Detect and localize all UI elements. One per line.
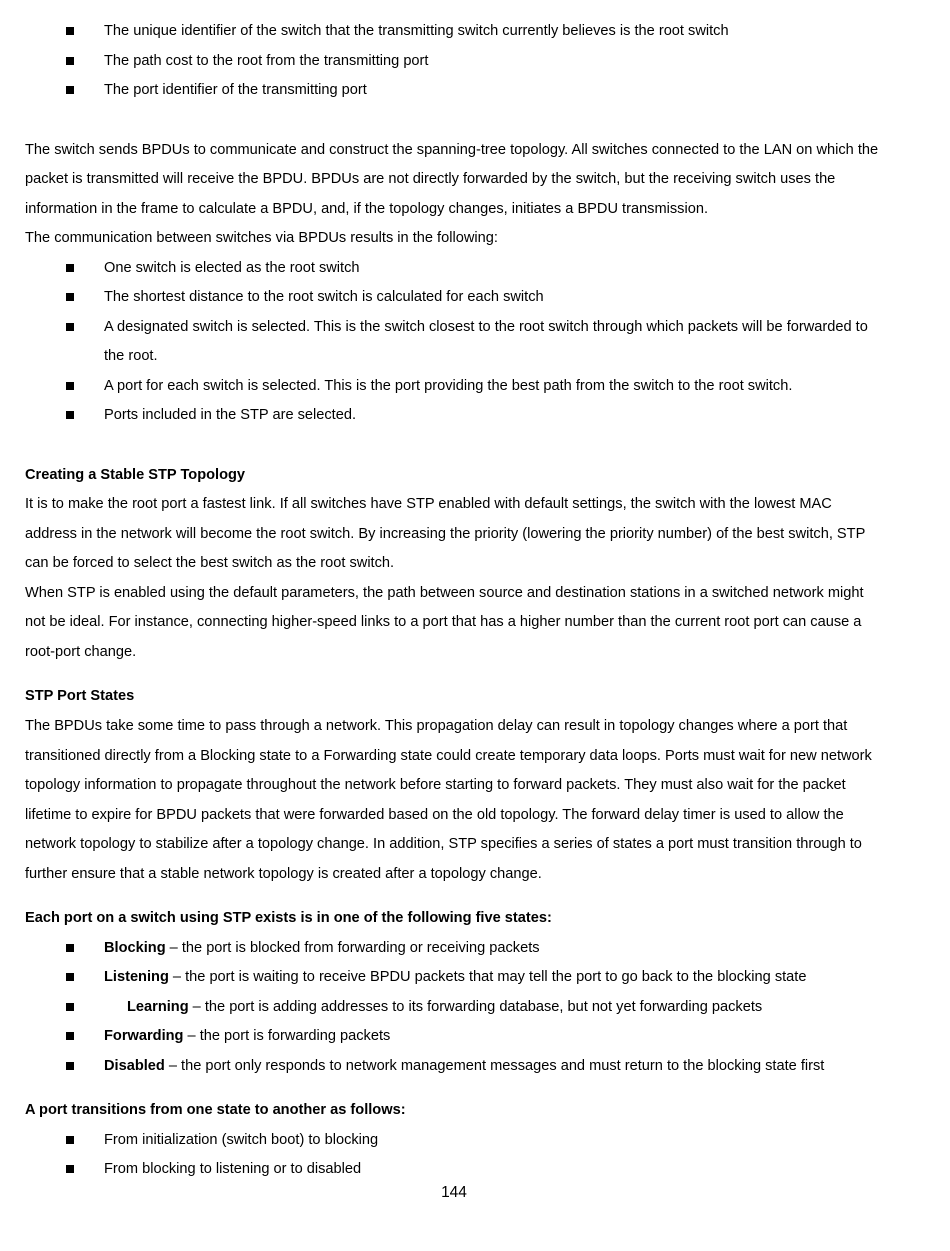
state-term: Disabled bbox=[104, 1058, 165, 1074]
paragraph-line: root-port change. bbox=[25, 644, 137, 660]
bullet-text: A port for each switch is selected. This is the port providing the best path from the switch to the root switch. bbox=[104, 378, 793, 394]
paragraph-line: can be forced to select the best switch as the root switch. bbox=[25, 555, 395, 571]
paragraph-line: topology information to propagate throughout the network before starting to forward packets. They must also wait for the packet bbox=[25, 777, 846, 793]
bullet-square-icon bbox=[66, 411, 74, 419]
paragraph-line: address in the network will become the root switch. By increasing the priority (lowering the priority number) of the best switch, STP bbox=[25, 526, 866, 542]
bullet-square-icon bbox=[66, 382, 74, 390]
paragraph-line: The switch sends BPDUs to communicate and construct the spanning-tree topology. All switches connected to the LAN on which the bbox=[25, 142, 879, 158]
paragraph-line: The BPDUs take some time to pass through a network. This propagation delay can result in topology changes where a port that bbox=[25, 718, 848, 734]
bullet-text: Ports included in the STP are selected. bbox=[104, 407, 357, 423]
state-desc: – the port is adding addresses to its forwarding database, but not yet forwarding packets bbox=[188, 999, 763, 1015]
section-heading: Creating a Stable STP Topology bbox=[25, 467, 246, 483]
state-desc: – the port is blocked from forwarding or receiving packets bbox=[165, 940, 540, 956]
state-item-blocking bbox=[104, 938, 540, 958]
bullet-square-icon bbox=[66, 293, 74, 301]
bullet-text: The port identifier of the transmitting port bbox=[104, 82, 367, 98]
bullet-text: The path cost to the root from the transmitting port bbox=[104, 53, 429, 69]
bullet-square-icon bbox=[66, 1062, 74, 1070]
state-desc: – the port is waiting to receive BPDU packets that may tell the port to go back to the blocking state bbox=[168, 969, 807, 985]
state-item-forwarding bbox=[104, 1026, 390, 1046]
bullet-square-icon bbox=[66, 86, 74, 94]
state-term: Blocking bbox=[104, 940, 166, 956]
state-desc: – the port only responds to network management messages and must return to the blocking state first bbox=[164, 1058, 825, 1074]
section-heading: Each port on a switch using STP exists is in one of the following five states: bbox=[25, 910, 552, 926]
section-heading: STP Port States bbox=[25, 688, 135, 704]
bullet-square-icon bbox=[66, 973, 74, 981]
paragraph-line: It is to make the root port a fastest link. If all switches have STP enabled with default settings, the switch with the lowest MAC bbox=[25, 496, 832, 512]
state-item-disabled bbox=[104, 1056, 824, 1076]
paragraph-line: When STP is enabled using the default parameters, the path between source and destination stations in a switched network might bbox=[25, 585, 864, 601]
bullet-square-icon bbox=[66, 1003, 74, 1011]
bullet-text: From blocking to listening or to disabled bbox=[104, 1161, 362, 1177]
state-term: Listening bbox=[104, 969, 169, 985]
bullet-text: The unique identifier of the switch that the transmitting switch currently believes is the root switch bbox=[104, 23, 729, 39]
bullet-text: The shortest distance to the root switch is calculated for each switch bbox=[104, 289, 544, 305]
paragraph-line: network topology to stabilize after a topology change. In addition, STP specifies a series of states a port must transition through to bbox=[25, 836, 862, 852]
state-item-learning bbox=[127, 997, 762, 1017]
state-term: Forwarding bbox=[104, 1028, 184, 1044]
state-desc: – the port is forwarding packets bbox=[183, 1028, 391, 1044]
bullet-square-icon bbox=[66, 264, 74, 272]
bullet-text: A designated switch is selected. This is the switch closest to the root switch through which packets will be forwarded to bbox=[104, 319, 868, 335]
bullet-text-continuation: the root. bbox=[104, 348, 158, 364]
section-heading: A port transitions from one state to another as follows: bbox=[25, 1102, 406, 1118]
paragraph-line: information in the frame to calculate a BPDU, and, if the topology changes, initiates a BPDU transmission. bbox=[25, 201, 709, 217]
bullet-square-icon bbox=[66, 1165, 74, 1173]
bullet-square-icon bbox=[66, 323, 74, 331]
paragraph-line: not be ideal. For instance, connecting higher-speed links to a port that has a higher number than the current root port can cause a bbox=[25, 614, 862, 630]
bullet-text: One switch is elected as the root switch bbox=[104, 260, 360, 276]
paragraph-line: transitioned directly from a Blocking state to a Forwarding state could create temporary data loops. Ports must wait for new network bbox=[25, 748, 872, 764]
state-term: Learning bbox=[127, 999, 189, 1015]
paragraph-line: The communication between switches via BPDUs results in the following: bbox=[25, 230, 498, 246]
bullet-square-icon bbox=[66, 1032, 74, 1040]
paragraph-line: packet is transmitted will receive the BPDU. BPDUs are not directly forwarded by the switch, but the receiving switch uses the bbox=[25, 171, 836, 187]
state-item-listening bbox=[104, 967, 806, 987]
paragraph-line: lifetime to expire for BPDU packets that were forwarded based on the old topology. The forward delay timer is used to allow the bbox=[25, 807, 844, 823]
paragraph-line: further ensure that a stable network topology is created after a topology change. bbox=[25, 866, 542, 882]
bullet-square-icon bbox=[66, 1136, 74, 1144]
bullet-square-icon bbox=[66, 57, 74, 65]
bullet-square-icon bbox=[66, 27, 74, 35]
page-number: 144 bbox=[441, 1184, 467, 1201]
bullet-square-icon bbox=[66, 944, 74, 952]
bullet-text: From initialization (switch boot) to blocking bbox=[104, 1132, 379, 1148]
